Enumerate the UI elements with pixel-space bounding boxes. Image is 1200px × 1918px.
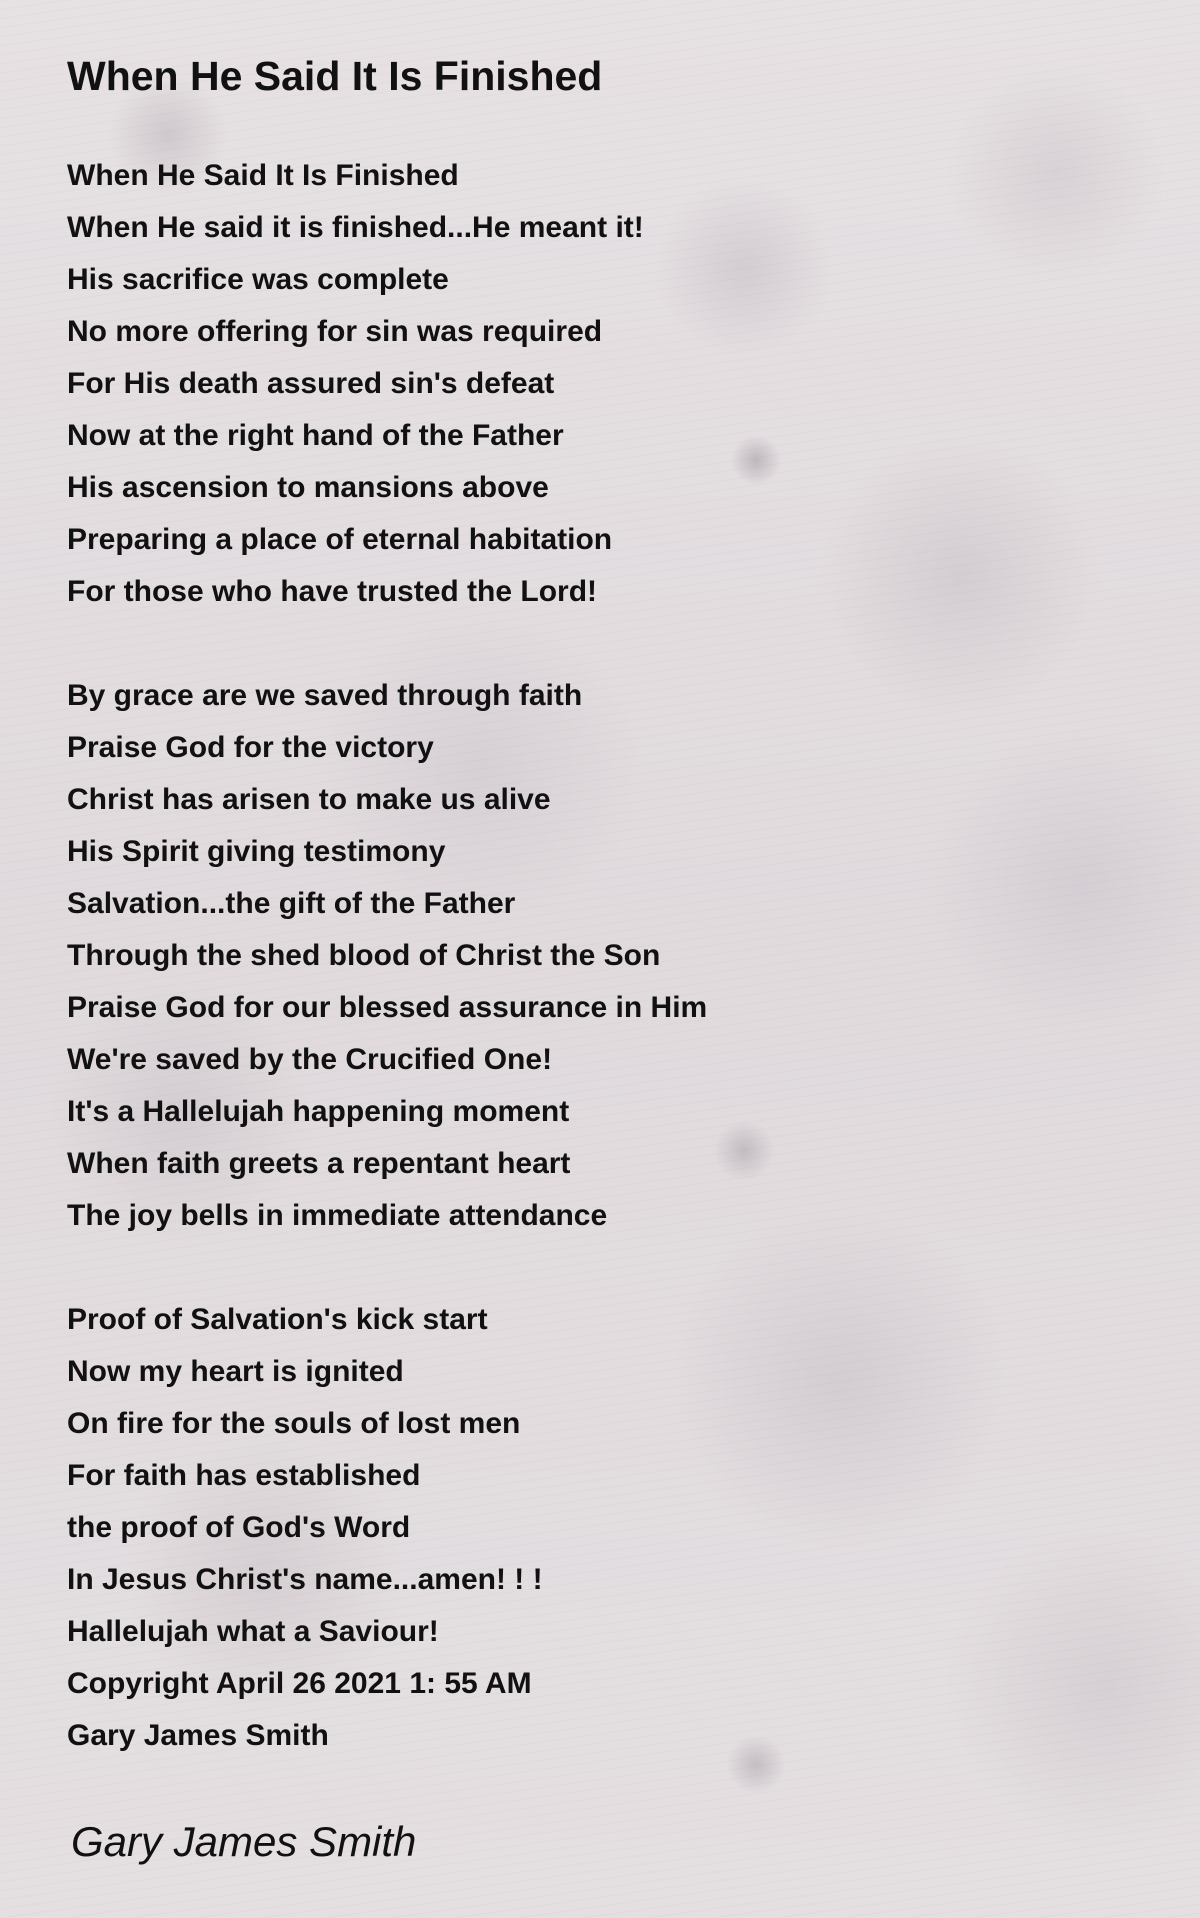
poem-title: When He Said It Is Finished: [67, 53, 603, 99]
poem-line: It's a Hallelujah happening moment: [67, 1095, 570, 1128]
poem-line: On fire for the souls of lost men: [67, 1407, 521, 1440]
poem-line: Now my heart is ignited: [67, 1355, 404, 1388]
poem-line: For those who have trusted the Lord!: [67, 575, 598, 608]
poem-line: No more offering for sin was required: [67, 315, 603, 348]
poem-line: Preparing a place of eternal habitation: [67, 523, 613, 556]
poem-line: We're saved by the Crucified One!: [67, 1043, 553, 1076]
author-signature: Gary James Smith: [71, 1818, 417, 1865]
poem-line: By grace are we saved through faith: [67, 679, 583, 712]
poem-page: [67, 50, 1167, 1814]
poem-line: Salvation...the gift of the Father: [67, 887, 516, 920]
poem-line: Praise God for the victory: [67, 731, 434, 764]
stanza-2: [67, 670, 1167, 1242]
poem-line: Through the shed blood of Christ the Son: [67, 939, 661, 972]
poem-line: Gary James Smith: [67, 1719, 329, 1752]
poem-line: Copyright April 26 2021 1: 55 AM: [67, 1667, 532, 1700]
stanza-3: [67, 1294, 1167, 1762]
poem-line: His ascension to mansions above: [67, 471, 549, 504]
poem-line: Hallelujah what a Saviour!: [67, 1615, 439, 1648]
poem-line: When He Said It Is Finished: [67, 159, 459, 192]
poem-line: Praise God for our blessed assurance in Him: [67, 991, 708, 1024]
poem-line: Now at the right hand of the Father: [67, 419, 564, 452]
poem-line: When faith greets a repentant heart: [67, 1147, 571, 1180]
poem-line: Christ has arisen to make us alive: [67, 783, 551, 816]
poem-line: In Jesus Christ's name...amen! ! !: [67, 1563, 543, 1596]
poem-line: His sacrifice was complete: [67, 263, 449, 296]
poem-line: the proof of God's Word: [67, 1511, 411, 1544]
poem-line: When He said it is finished...He meant it!: [67, 211, 644, 244]
stanza-1: [67, 150, 1167, 618]
poem-line: For His death assured sin's defeat: [67, 367, 555, 400]
poem-line: The joy bells in immediate attendance: [67, 1199, 608, 1232]
poem-line: For faith has established: [67, 1459, 421, 1492]
poem-line: His Spirit giving testimony: [67, 835, 446, 868]
poem-line: Proof of Salvation's kick start: [67, 1303, 488, 1336]
